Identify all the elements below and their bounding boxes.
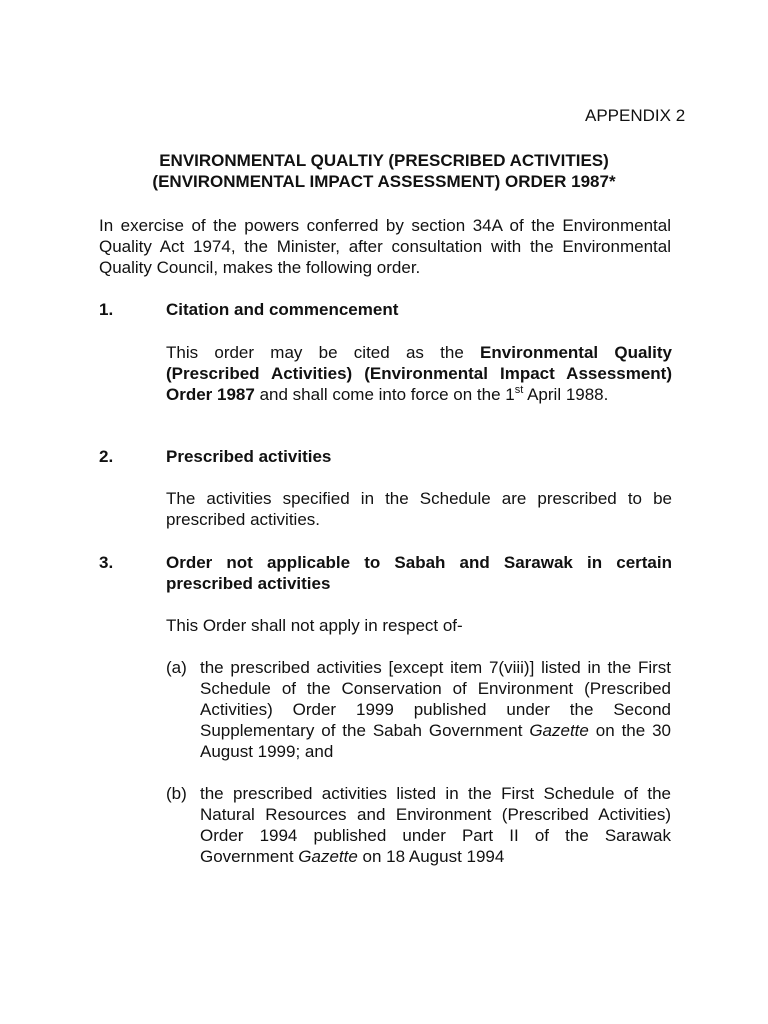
item-a-label: (a) (166, 658, 187, 677)
section-1-heading: Citation and commencement (166, 300, 399, 319)
section-1-body: This order may be cited as the Environmental Quality (Prescribed Activities) (Environmental Impact Assessment) Order 1987 and shall come into force on the 1st April 1988. (166, 343, 672, 404)
order-short-title: Environmental Quality (Prescribed Activities) (Environmental Impact Assessment) Order 1987 (166, 343, 672, 404)
section-2-heading: Prescribed activities (166, 447, 332, 466)
item-b-label: (b) (166, 784, 187, 803)
preamble-paragraph: In exercise of the powers conferred by section 34A of the Environmental Quality Act 1974, the Minister, after consultation with the Environmental Quality Council, makes the following order. (99, 216, 671, 277)
section-3-number: 3. (99, 553, 114, 572)
appendix-label: APPENDIX 2 (585, 106, 686, 125)
title-line-2: (ENVIRONMENTAL IMPACT ASSESSMENT) ORDER 1987* (152, 172, 616, 191)
section-3-heading: Order not applicable to Sabah and Sarawak in certain prescribed activities (166, 553, 672, 593)
title-line-1: ENVIRONMENTAL QUALTIY (PRESCRIBED ACTIVITIES) (159, 151, 609, 170)
item-b-text: the prescribed activities listed in the First Schedule of the Natural Resources and Environment (Prescribed Activities) Order 1994 published under Part II of the Sarawak Government Gazette on 18 August 1994 (200, 784, 671, 866)
section-3-body: This Order shall not apply in respect of- (166, 616, 463, 635)
section-2-number: 2. (99, 447, 114, 466)
item-a-text: the prescribed activities [except item 7(viii)] listed in the First Schedule of the Conservation of Environment (Prescribed Activities) Order 1999 published under the Second Supplementary of the Sabah Government Gazette on the 30 August 1999; and (200, 658, 672, 761)
section-2-body: The activities specified in the Schedule are prescribed to be prescribed activities. (166, 489, 672, 529)
section-1-number: 1. (99, 300, 114, 319)
document-title (84, 150, 684, 192)
